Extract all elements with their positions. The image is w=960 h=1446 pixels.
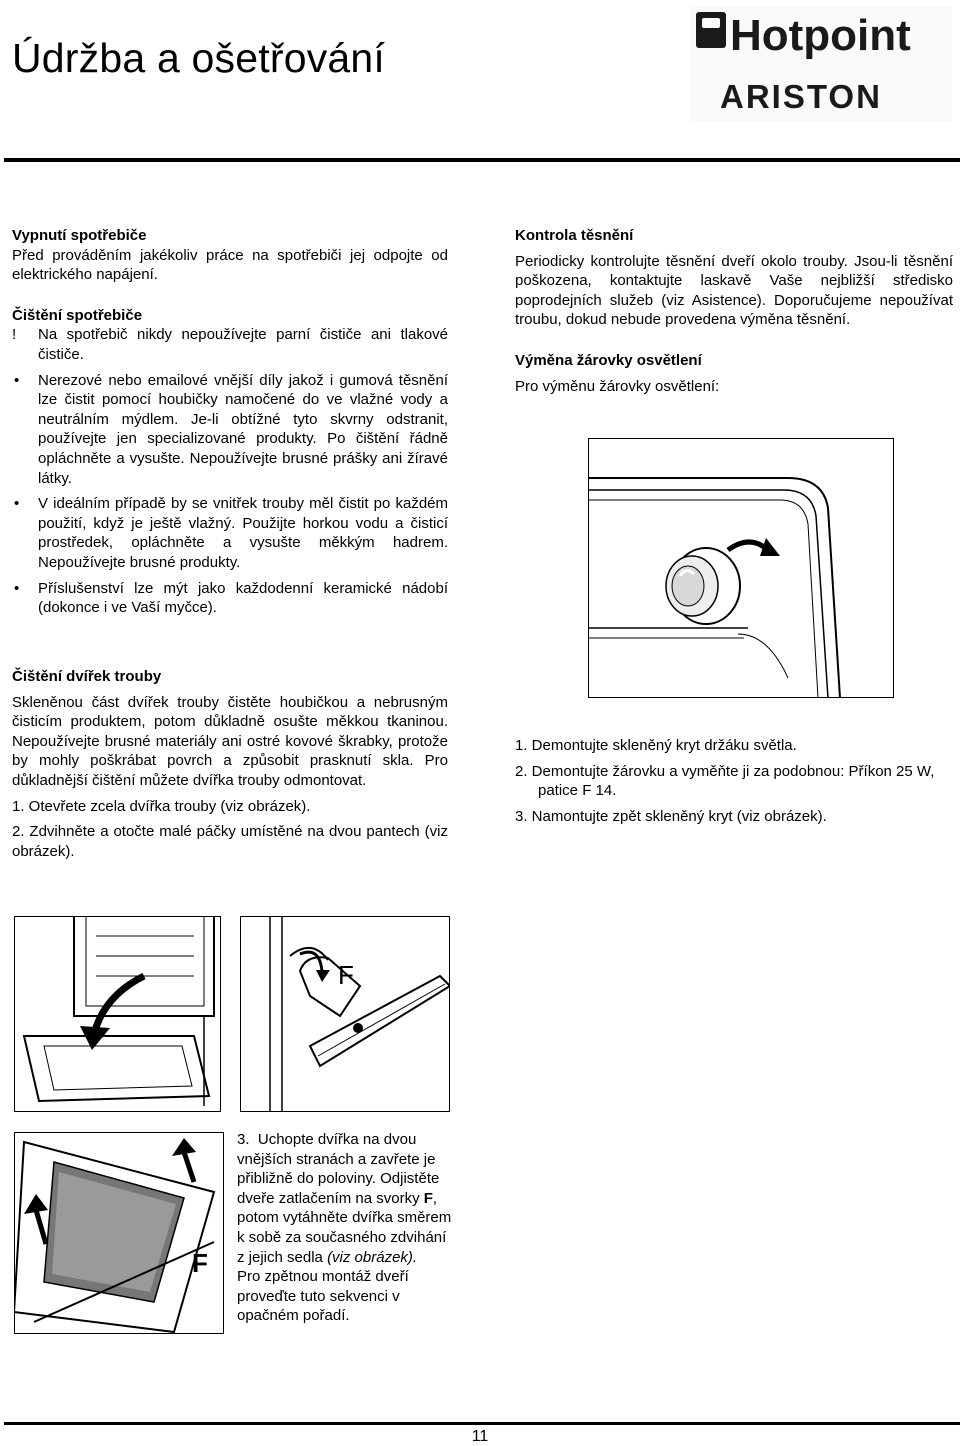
warning-text: Na spotřebič nikdy nepoužívejte parní čističe ani tlakové čističe. xyxy=(38,326,448,363)
logo-hotpoint-text: Hotpoint xyxy=(730,11,911,60)
step-1: 1. Otevřete zcela dvířka trouby (viz obrázek). xyxy=(12,797,311,815)
door-removal-illustration xyxy=(14,1132,224,1334)
left-column xyxy=(12,226,448,618)
text-vypnuti: Před prováděním jakékoliv práce na spotřebiči jej odpojte od elektrického napájení. xyxy=(12,246,448,284)
right-column xyxy=(515,226,953,396)
lamp-step-3: 3. Namontujte zpět skleněný kryt (viz obrázek). xyxy=(515,807,827,825)
step-3-number: 3. xyxy=(237,1131,250,1148)
list-item xyxy=(12,579,448,618)
clip-label-f: F xyxy=(192,1248,208,1278)
heading-kontrola: Kontrola těsnění xyxy=(515,227,634,244)
hinge-lever-illustration xyxy=(240,916,450,1112)
warning-mark: ! xyxy=(12,326,17,344)
bullet-icon: • xyxy=(14,579,20,597)
text-dvirka: Skleněnou část dvířek trouby čistěte houbičkou a nebrusným čisticím produktem, potom důkladně osušte měkkou tkaninou. Nepoužívejte brusné materiály ani ostré kovové škrabky, protože by mohly poškrábat povrch a způsobit prasknutí skla. Pro důkladnější čištění můžete dvířka trouby odmontovat. xyxy=(12,693,448,789)
footer-rule xyxy=(4,1422,960,1425)
text-zarovka-intro: Pro výměnu žárovky osvětlení: xyxy=(515,377,720,395)
text-kontrola: Periodicky kontrolujte těsnění dveří okolo trouby. Jsou-li těsnění poškozena, kontaktujte laskavě Vaše nejbližší středisko poprodejních služeb (viz Asistence). Doporučujeme nepoužívat troubu, dokud nebude provedena výměna těsnění. xyxy=(515,252,953,329)
step-2: 2. Zdvihněte a otočte malé páčky umístěné na dvou pantech (viz obrázek). xyxy=(12,823,448,860)
list-item xyxy=(12,371,448,489)
door-cleaning-section xyxy=(12,667,448,861)
warning-paragraph xyxy=(12,325,448,364)
heading-vypnuti: Vypnutí spotřebiče xyxy=(12,227,147,244)
lamp-step-1: 1. Demontujte skleněný kryt držáku světla. xyxy=(515,737,797,754)
bullet-icon: • xyxy=(14,495,20,513)
page-title: Údržba a ošetřování xyxy=(12,35,386,81)
heading-zarovka: Výměna žárovky osvětlení xyxy=(515,351,702,369)
bullet-text: V ideálním případě by se vnitřek trouby měl čistit po každém použití, když je ještě vlažný. Použijte horkou vodu a čisticí prostředek, opláchněte a vysušte měkkým hadrem. Nepoužívejte brusné produkty. xyxy=(38,495,448,571)
step-3-text-1: Uchopte dvířka na dvou vnějších stranách a zavřete je přibližně do poloviny. Odjistěte dveře zatlačením na svorky xyxy=(237,1131,440,1207)
step-3-clip-label: F xyxy=(423,1189,433,1207)
step-3-paragraph xyxy=(237,1130,452,1267)
logo-mark-icon xyxy=(696,12,726,48)
step-3-text-2: , potom vytáhněte dvířka směrem k sobě za současného zdvihání z jejich sedla xyxy=(237,1189,452,1266)
step-3-see-figure: (viz obrázek). xyxy=(327,1248,418,1266)
open-door-illustration xyxy=(14,916,221,1112)
hinge-label-f: F xyxy=(338,960,354,990)
logo-ariston-text: ARISTON xyxy=(720,78,882,115)
heading-dvirka: Čištění dvířek trouby xyxy=(12,668,162,685)
bullet-text: Příslušenství lze mýt jako každodenní keramické nádobí (dokonce i ve Vaší myčce). xyxy=(38,579,448,617)
bullet-text: Nerezové nebo emailové vnější díly jakož i gumová těsnění lze čistit pomocí houbičky namočené do ve vlažné vody a neutrálním mýdlem. Je-li obtížné tyto skvrny odstranit, používejte jen specializované produkty. Po čištění řádně opláchněte a vysušte. Nepoužívejte brusné prášky ani žíravé látky. xyxy=(38,371,448,487)
door-step-3 xyxy=(237,1130,452,1326)
lamp-steps xyxy=(515,736,953,826)
lamp-step-2 xyxy=(515,762,953,801)
header-rule xyxy=(4,158,960,162)
bullet-icon: • xyxy=(14,371,20,389)
heading-cisteni: Čištění spotřebiče xyxy=(12,306,143,324)
list-item xyxy=(12,494,448,572)
hotpoint-ariston-logo xyxy=(690,6,952,122)
lamp-replacement-illustration xyxy=(588,438,894,698)
lamp-step-2-text: 2. Demontujte žárovku a vyměňte ji za podobnou: Příkon 25 W, patice F 14. xyxy=(515,762,935,800)
step-3-reassembly: Pro zpětnou montáž dveří proveďte tuto sekvenci v opačném pořadí. xyxy=(237,1268,409,1325)
page-number: 11 xyxy=(471,1428,489,1445)
